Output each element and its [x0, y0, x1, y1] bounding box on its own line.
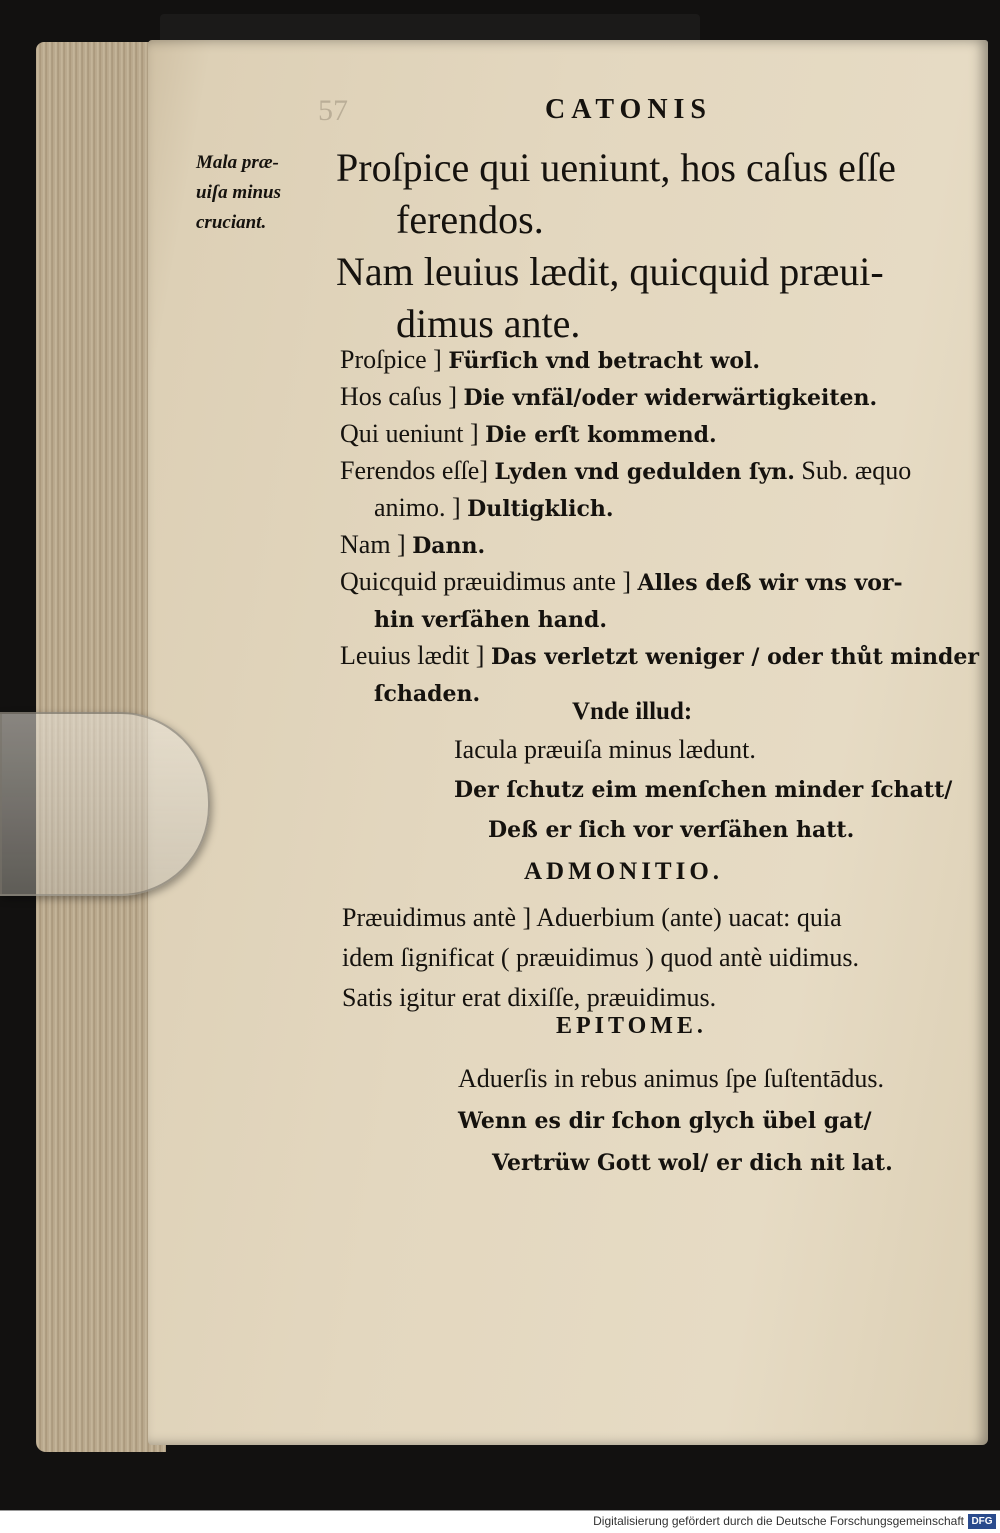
margin-note-line: cruciant.	[196, 212, 267, 233]
epitome-german-line: Vertrüw Gott wol/ er dich nit lat.	[492, 1150, 893, 1176]
gloss-line: Quicquid præuidimus ante ] Alles deß wir vns vor-	[340, 567, 903, 596]
epitome-german-line: Wenn es dir ſchon glych übel gat/	[458, 1108, 872, 1134]
gloss-line: Nam ] Dann.	[340, 530, 486, 559]
epitome-body	[458, 1058, 893, 1184]
admonitio-body	[342, 898, 859, 1018]
footer-bar	[0, 1510, 1000, 1533]
vnde-illud: Vnde illud:	[572, 698, 693, 725]
gloss-line: ſchaden.	[374, 681, 481, 707]
gloss-line: animo. ] Dultigklich.	[374, 493, 614, 522]
gloss-line: hin verſähen hand.	[374, 607, 608, 633]
epitome-latin: Aduerſis in rebus animus ſpe ſuſtentādus.	[458, 1064, 885, 1093]
admonitio-line: Præuidimus antè ] Aduerbium (ante) uacat: quia	[342, 903, 842, 932]
verse-line: Proſpice qui ueniunt, hos caſus eſſe	[336, 145, 896, 190]
verse-line: dimus ante.	[396, 301, 581, 346]
admonitio-heading: ADMONITIO.	[524, 858, 724, 885]
gloss-line: Ferendos eſſe] Lyden vnd gedulden ſyn. Sub. æquo	[340, 456, 912, 485]
dfg-logo: DFG	[968, 1514, 996, 1529]
gloss-line: Qui ueniunt ] Die erſt kommend.	[340, 419, 717, 448]
admonitio-line: idem ſignificat ( præuidimus ) quod antè uidimus.	[342, 943, 860, 972]
verse-line: Nam leuius lædit, quicquid præui-	[336, 249, 884, 294]
verse-block	[336, 142, 896, 350]
admonitio-line: Satis igitur erat dixiſſe, præuidimus.	[342, 983, 717, 1012]
proverb-german-line: Der ſchutz eim menſchen minder ſchatt/	[454, 777, 953, 803]
footer-credit: Digitalisierung gefördert durch die Deutsche Forschungsgemeinschaft	[593, 1514, 964, 1528]
faint-page-number: 57	[318, 94, 348, 127]
proverb-block	[454, 730, 952, 850]
margin-note-line: Mala præ-	[196, 152, 279, 173]
gloss-line: Hos caſus ] Die vnfäl/oder widerwärtigkeiten.	[340, 382, 878, 411]
epitome-heading: EPITOME.	[556, 1013, 707, 1039]
margin-note	[196, 148, 281, 238]
proverb-latin: Iacula præuiſa minus lædunt.	[454, 735, 756, 764]
gloss-line: Leuius lædit ] Das verletzt weniger / oder thůt minder	[340, 641, 980, 670]
margin-note-line: uiſa minus	[196, 182, 282, 203]
page-clip	[0, 712, 210, 896]
running-title: CATONIS	[545, 94, 713, 125]
verse-line: ferendos.	[396, 197, 544, 242]
proverb-german-line: Deß er ſich vor verſähen hatt.	[488, 817, 855, 843]
gloss-block	[340, 342, 979, 712]
gloss-line: Proſpice ] Fürſich vnd betracht wol.	[340, 345, 761, 374]
